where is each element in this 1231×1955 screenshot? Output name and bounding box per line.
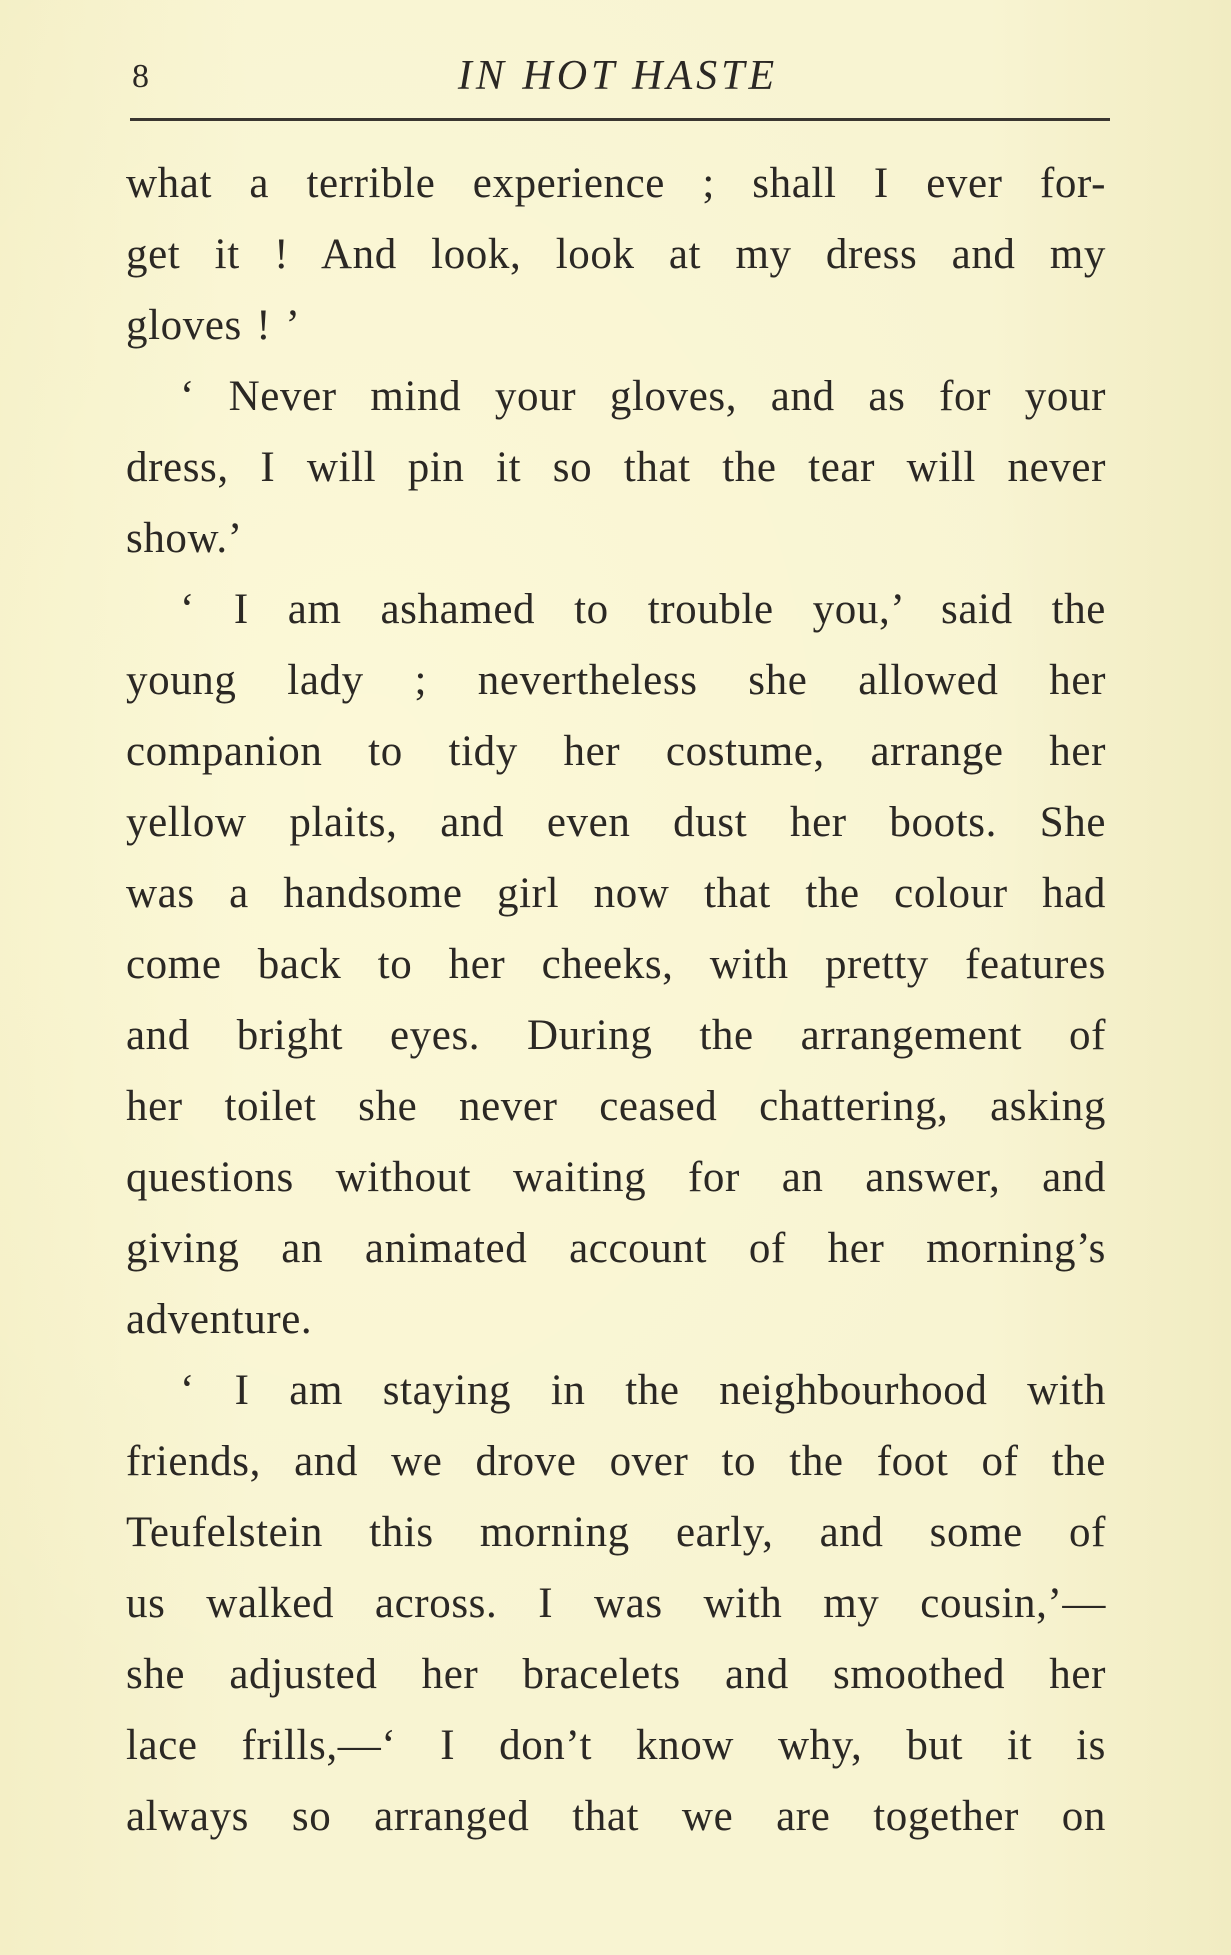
text-line: adventure.: [126, 1296, 313, 1343]
text-line: giving an animated account of her morning’s: [126, 1225, 1106, 1272]
text-line: gloves ! ’: [126, 302, 301, 349]
text-line: her toilet she never ceased chattering, asking: [126, 1083, 1106, 1130]
text-line: she adjusted her bracelets and smoothed her: [126, 1651, 1106, 1698]
text-line: show.’: [126, 515, 243, 562]
text-line: companion to tidy her costume, arrange her: [126, 728, 1106, 775]
text-line: lace frills,—‘ I don’t know why, but it is: [126, 1722, 1106, 1769]
text-line: ‘ I am staying in the neighbourhood with: [180, 1367, 1106, 1414]
text-line: always so arranged that we are together on: [126, 1793, 1106, 1840]
text-line: young lady ; nevertheless she allowed her: [126, 657, 1106, 704]
text-line: ‘ Never mind your gloves, and as for your: [180, 373, 1106, 420]
header-rule: [130, 118, 1110, 121]
text-line: ‘ I am ashamed to trouble you,’ said the: [180, 586, 1106, 633]
page-header: [128, 52, 1108, 112]
text-line: what a terrible experience ; shall I ever for-: [126, 160, 1106, 207]
text-line: come back to her cheeks, with pretty features: [126, 941, 1106, 988]
text-line: and bright eyes. During the arrangement of: [126, 1012, 1106, 1059]
text-line: yellow plaits, and even dust her boots. She: [126, 799, 1106, 846]
text-line: questions without waiting for an answer, and: [126, 1154, 1106, 1201]
text-line: dress, I will pin it so that the tear will never: [126, 444, 1106, 491]
body-text: [126, 148, 1106, 1852]
text-line: friends, and we drove over to the foot of the: [126, 1438, 1106, 1485]
text-line: get it ! And look, look at my dress and my: [126, 231, 1106, 278]
page-number: 8: [132, 58, 150, 95]
text-line: Teufelstein this morning early, and some of: [126, 1509, 1106, 1556]
running-title: IN HOT HASTE: [457, 53, 779, 99]
text-line: us walked across. I was with my cousin,’—: [126, 1580, 1106, 1627]
text-line: was a handsome girl now that the colour had: [126, 870, 1106, 917]
